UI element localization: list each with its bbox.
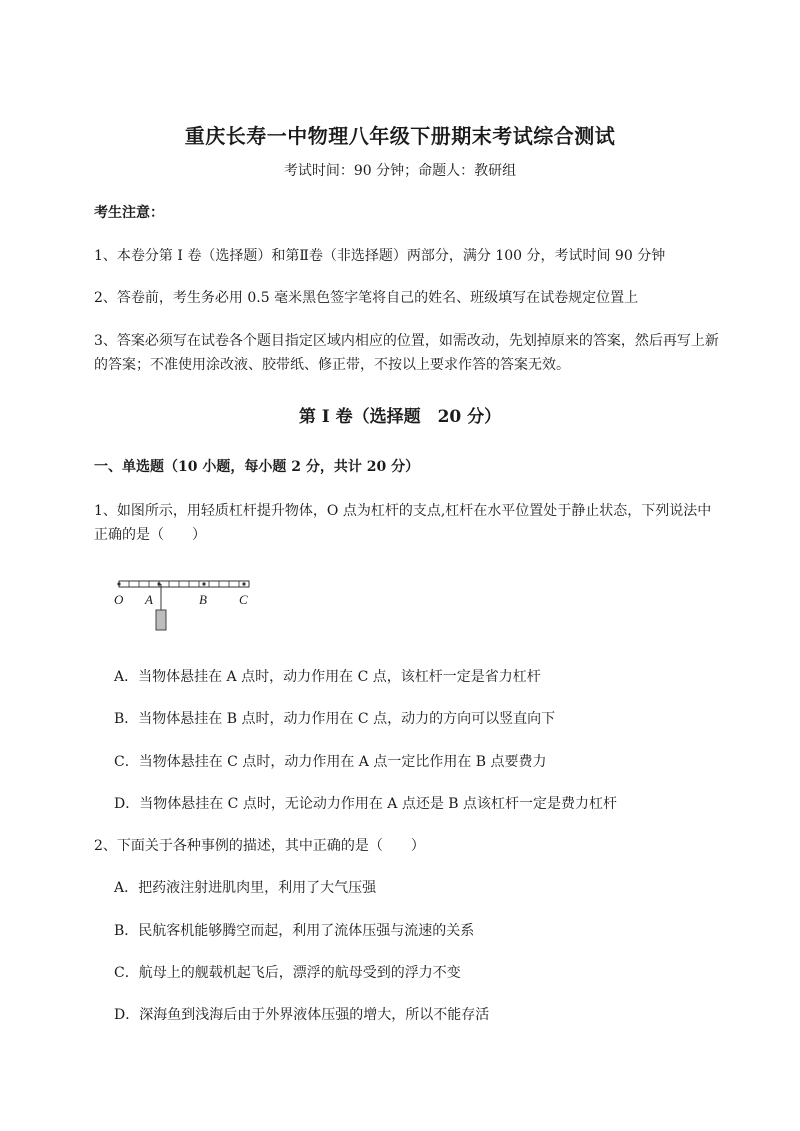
notice-item-3-continued: 的答案；不准使用涂改液、胶带纸、修正带，不按以上要求作答的答案无效。	[94, 357, 570, 373]
section-title: 第 I 卷（选择题 20 分）	[298, 407, 502, 427]
label-c: C	[239, 592, 248, 607]
notice-item-1: 1、本卷分第 I 卷（选择题）和第Ⅱ卷（非选择题）两部分，满分 100 分，考试时间 90 分钟	[94, 248, 666, 264]
part-heading: 一、单选题（10 小题，每小题 2 分，共计 20 分）	[94, 459, 420, 475]
label-a: A	[145, 592, 153, 607]
question-1-option-b: B．当物体悬挂在 B 点时，动力作用在 C 点，动力的方向可以竖直向下	[114, 711, 556, 727]
notice-item-2: 2、答卷前，考生务必用 0.5 毫米黑色签字笔将自己的姓名、班级填写在试卷规定位置上	[94, 290, 639, 306]
exam-subtitle: 考试时间：90 分钟；命题人：教研组	[283, 163, 517, 179]
pivot-point-o	[117, 582, 120, 585]
question-1-option-c: C．当物体悬挂在 C 点时，动力作用在 A 点一定比作用在 B 点要费力	[114, 754, 547, 770]
exam-title: 重庆长寿一中物理八年级下册期末考试综合测试	[184, 124, 616, 148]
point-c	[242, 582, 245, 585]
lever-diagram	[112, 574, 262, 636]
question-2-option-a: A．把药液注射进肌肉里，利用了大气压强	[114, 880, 377, 896]
label-b: B	[199, 592, 207, 607]
point-a	[157, 582, 160, 585]
question-2-stem: 2、下面关于各种事例的描述，其中正确的是（ ）	[94, 838, 425, 854]
lever-bar	[119, 581, 249, 587]
question-1-stem: 1、如图所示，用轻质杠杆提升物体，O 点为杠杆的支点,杠杆在水平位置处于静止状态，下列说法中	[94, 503, 712, 519]
question-2-option-c: C．航母上的舰载机起飞后，漂浮的航母受到的浮力不变	[114, 965, 461, 981]
notice-heading: 考生注意：	[94, 205, 164, 221]
notice-item-3: 3、答案必须写在试卷各个题目指定区域内相应的位置，如需改动，先划掉原来的答案，然后再写上新	[94, 333, 719, 349]
question-1-stem-continued: 正确的是（ ）	[94, 527, 206, 543]
question-2-option-d: D．深海鱼到浅海后由于外界液体压强的增大，所以不能存活	[114, 1007, 490, 1023]
question-2-option-b: B．民航客机能够腾空而起，利用了流体压强与流速的关系	[114, 923, 475, 939]
point-b	[202, 582, 205, 585]
question-1-option-d: D．当物体悬挂在 C 点时，无论动力作用在 A 点还是 B 点该杠杆一定是费力杠杆	[114, 796, 618, 812]
question-1-option-a: A．当物体悬挂在 A 点时，动力作用在 C 点，该杠杆一定是省力杠杆	[114, 669, 541, 685]
label-o: O	[114, 592, 124, 607]
hanging-weight	[156, 610, 166, 630]
